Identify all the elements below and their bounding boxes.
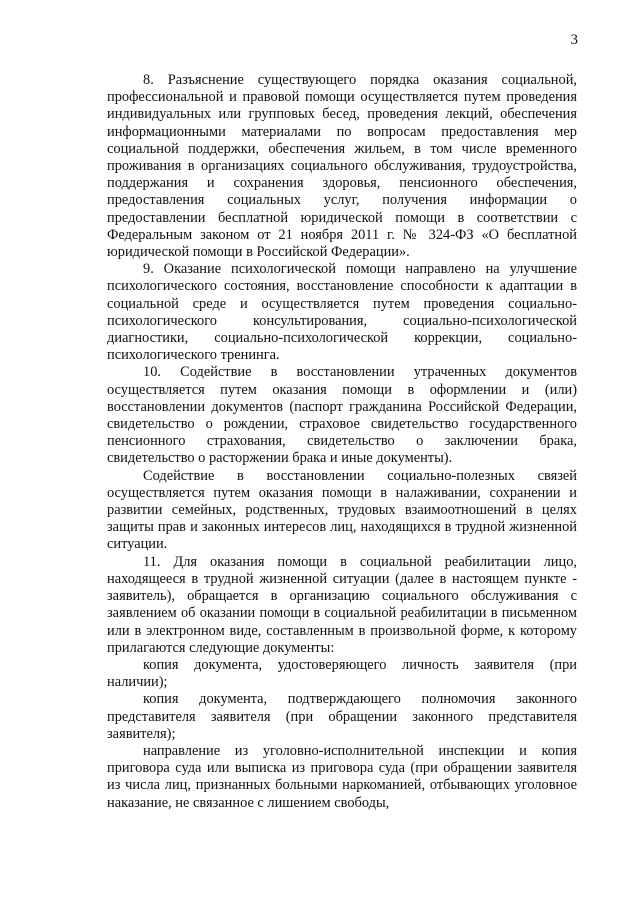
list-item-representative-authority: копия документа, подтверждающего полномочия законного представителя заявителя (при обращении законного представителя заявителя); — [107, 691, 577, 742]
page-number: 3 — [570, 32, 578, 48]
list-item-identity-document: копия документа, удостоверяющего личность заявителя (при наличии); — [107, 656, 577, 691]
list-item-court-referral: направление из уголовно-исполнительной инспекции и копия приговора суда или выписка из приговора суда (при обращении заявителя из числа лиц, признанных больными наркоманией, отбывающих уголовное наказание, не связанное с лишением свободы, — [107, 742, 577, 811]
paragraph-11: 11. Для оказания помощи в социальной реабилитации лицо, находящееся в трудной жизненной ситуации (далее в настоящем пункте - заявитель), обращается в организацию социального обслуживания с заявлением об оказании помощи в социальной реабилитации в письменном или в электронном виде, составленным в произвольной форме, к которому прилагаются следующие документы: — [107, 553, 577, 656]
paragraph-10-social-ties: Содействие в восстановлении социально-полезных связей осуществляется путем оказания помощи в налаживании, сохранении и развитии семейных, родственных, трудовых взаимоотношений в целях защиты прав и законных интересов лиц, находящихся в трудной жизненной ситуации. — [107, 467, 577, 553]
document-body — [107, 72, 577, 812]
paragraph-9: 9. Оказание психологической помощи направлено на улучшение психологического состояния, восстановление способности к адаптации в социальной среде и осуществляется путем проведения социально-психологического консультирования, социально-психологической диагностики, социально-психологической коррекции, социально-психологического тренинга. — [107, 261, 577, 364]
paragraph-10: 10. Содействие в восстановлении утраченных документов осуществляется путем оказания помощи в оформлении и (или) восстановлении документов (паспорт гражданина Российской Федерации, свидетельство о рождении, страховое свидетельство государственного пенсионного страхования, свидетельство о заключении брака, свидетельство о расторжении брака и иные документы). — [107, 364, 577, 467]
paragraph-8: 8. Разъяснение существующего порядка оказания социальной, профессиональной и правовой помощи осуществляется путем проведения индивидуальных или групповых бесед, проведения лекций, обеспечения информационными материалами по вопросам предоставления мер социальной поддержки, обеспечения жильем, в том числе временного проживания в организациях социального обслуживания, трудоустройства, поддержания и сохранения здоровья, пенсионного обеспечения, предоставления социальных услуг, получения информации о предоставлении бесплатной юридической помощи в соответствии с Федеральным законом от 21 ноября 2011 г. № 324-ФЗ «О бесплатной юридической помощи в Российской Федерации». — [107, 72, 577, 261]
